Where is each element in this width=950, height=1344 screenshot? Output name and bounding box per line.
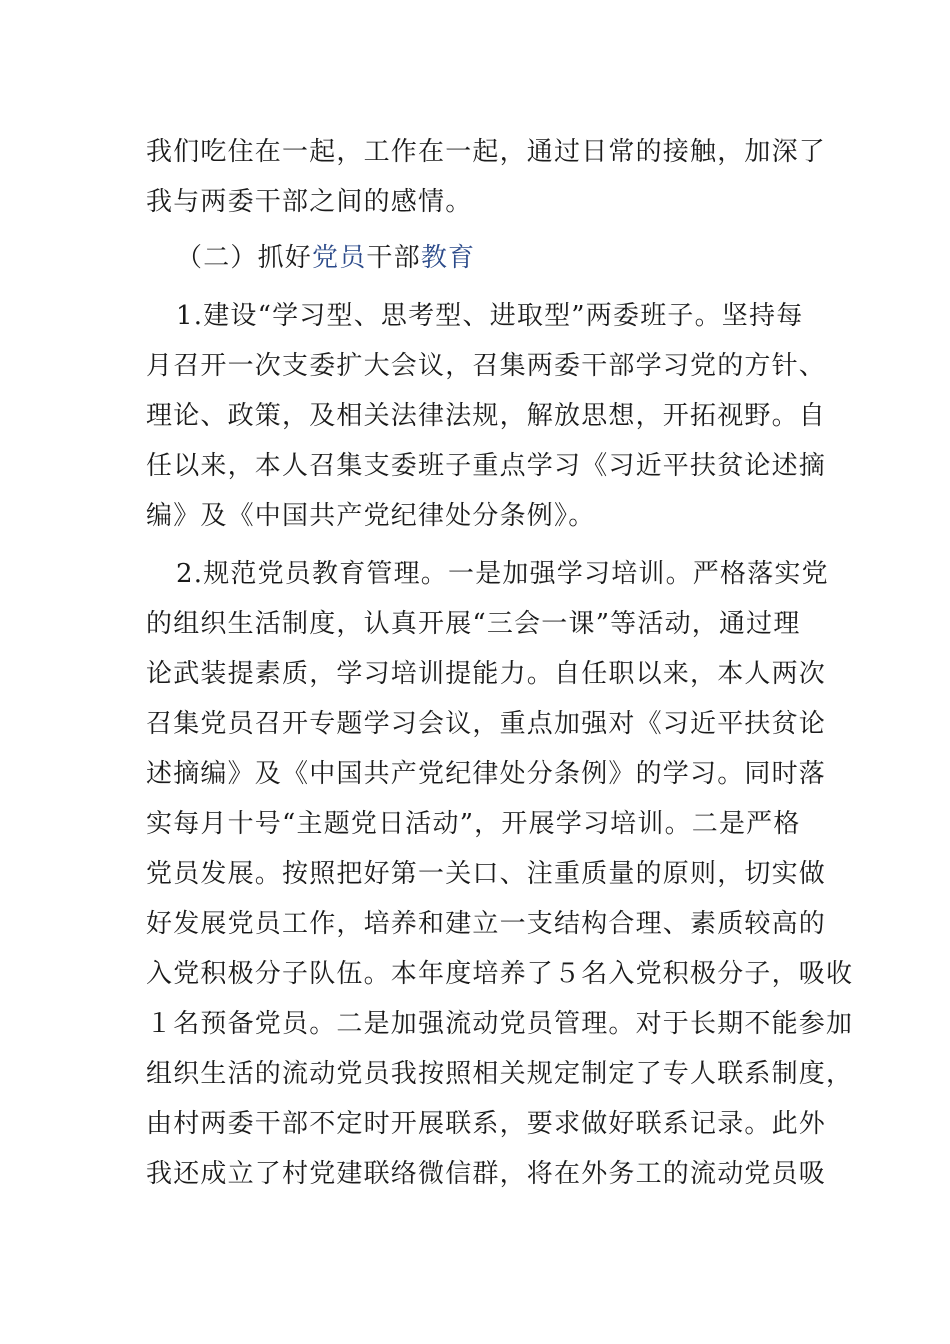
- para3-line-10: １名预备党员。二是加强流动党员管理。对于长期不能参加: [146, 1009, 854, 1039]
- para3-line-2: 的组织生活制度，认真开展“三会一课”等活动，通过理: [146, 609, 801, 639]
- para3-line-3: 论武装提素质，学习培训提能力。自任职以来，本人两次: [146, 659, 827, 689]
- para2-line-5: 编》及《中国共产党纪律处分条例》。: [146, 501, 596, 531]
- para3-line-1: 2.规范党员教育管理。一是加强学习培训。严格落实党: [176, 559, 829, 589]
- para3-line-4: 召集党员召开专题学习会议，重点加强对《习近平扶贫论: [146, 709, 827, 739]
- para3-line-12: 由村两委干部不定时开展联系，要求做好联系记录。此外: [146, 1109, 827, 1139]
- heading-prefix: （二）抓好: [176, 243, 313, 273]
- para3-line-6: 实每月十号“主题党日活动”，开展学习培训。二是严格: [146, 809, 801, 839]
- para2-line-1: 1.建设“学习型、思考型、进取型”两委班子。坚持每: [176, 301, 804, 331]
- para1-line-2: 我与两委干部之间的感情。: [146, 187, 473, 217]
- para3-line-8: 好发展党员工作，培养和建立一支结构合理、素质较高的: [146, 909, 827, 939]
- heading-highlight-education[interactable]: 教育: [420, 243, 476, 273]
- para3-line-9: 入党积极分子队伍。本年度培养了５名入党积极分子，吸收: [146, 959, 854, 989]
- para2-line-3: 理论、政策，及相关法律法规，解放思想，开拓视野。自: [146, 401, 827, 431]
- heading-highlight-party-member[interactable]: 党员: [312, 243, 367, 273]
- section-heading-2: [176, 240, 475, 276]
- para2-line-4: 任以来，本人召集支委班子重点学习《习近平扶贫论述摘: [146, 451, 827, 481]
- heading-middle: 干部: [366, 243, 421, 273]
- para3-line-13: 我还成立了村党建联络微信群，将在外务工的流动党员吸: [146, 1159, 827, 1189]
- para3-line-11: 组织生活的流动党员我按照相关规定制定了专人联系制度，: [146, 1059, 854, 1089]
- para2-line-2: 月召开一次支委扩大会议，召集两委干部学习党的方针、: [146, 351, 827, 381]
- para3-line-7: 党员发展。按照把好第一关口、注重质量的原则，切实做: [146, 859, 827, 889]
- para3-line-5: 述摘编》及《中国共产党纪律处分条例》的学习。同时落: [146, 759, 827, 789]
- para1-line-1: 我们吃住在一起，工作在一起，通过日常的接触，加深了: [146, 137, 827, 167]
